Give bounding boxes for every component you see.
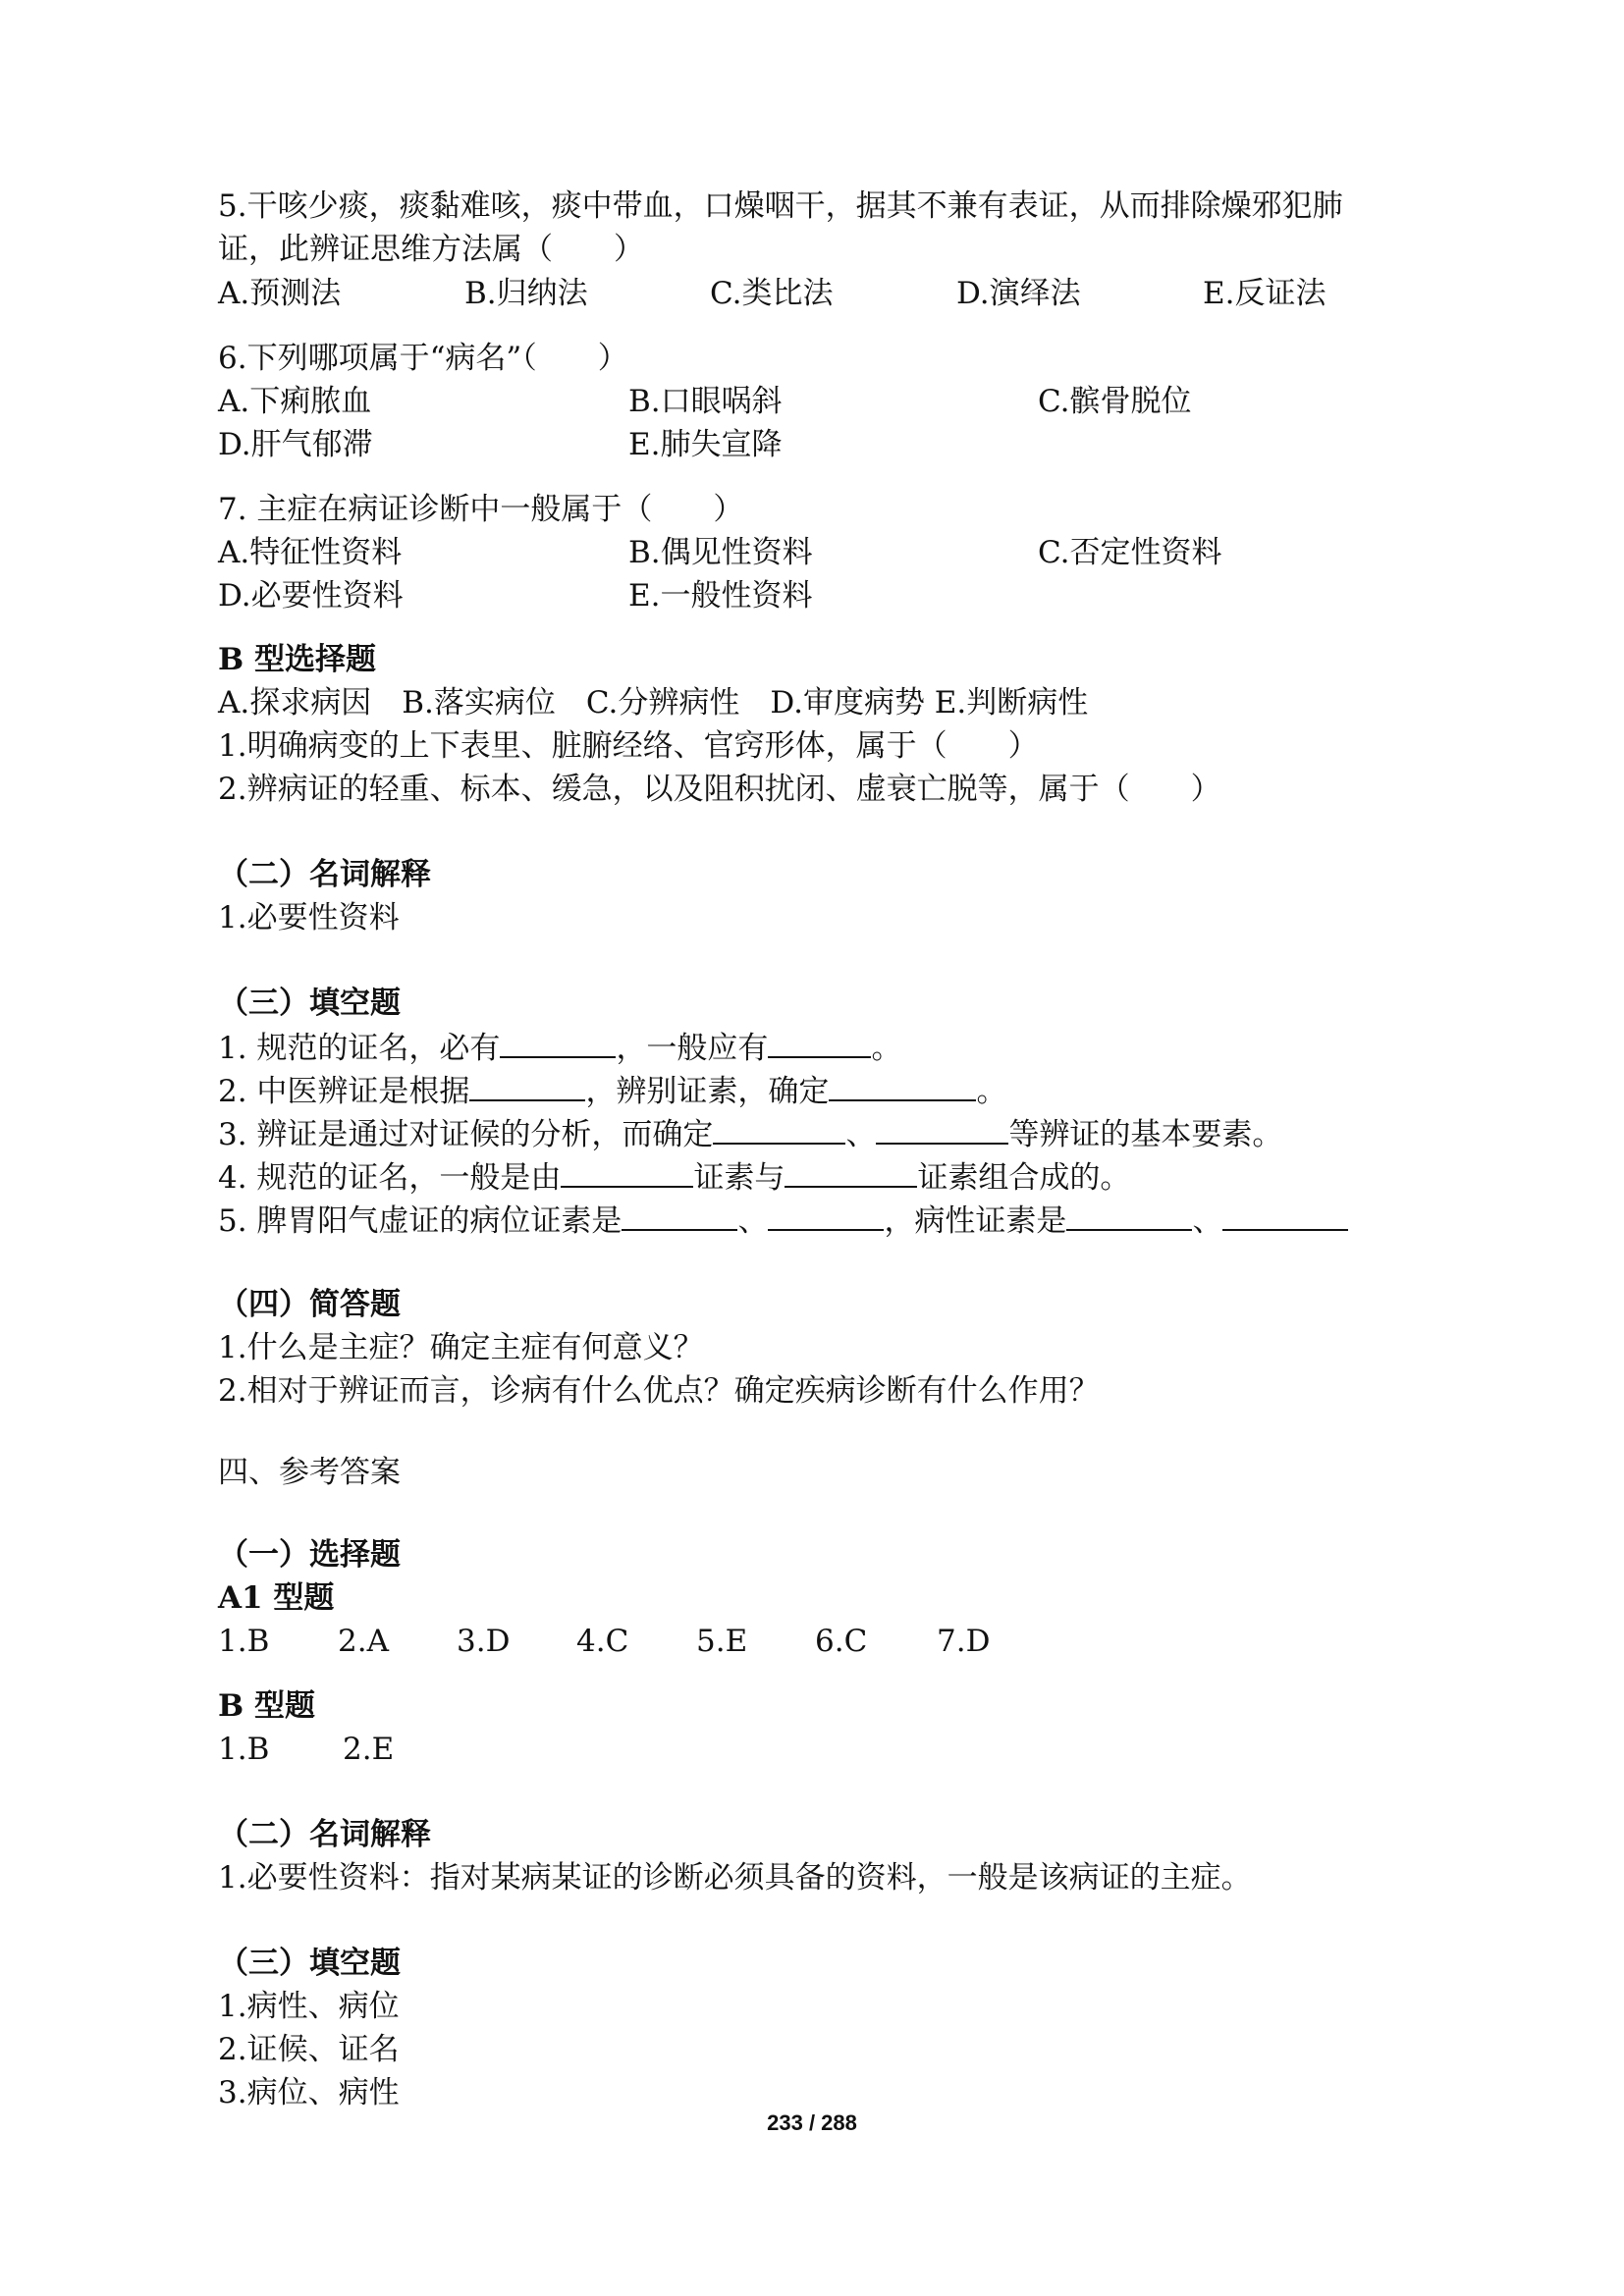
fill-blank <box>768 1027 871 1058</box>
fill-line-1 <box>218 1027 901 1068</box>
fill-blank <box>829 1070 976 1101</box>
fill-line-2-text-b: ，辨别证素，确定 <box>585 1074 830 1109</box>
q5-stem-line2: 证，此辨证思维方法属（ ） <box>218 232 644 267</box>
q7-option-c: C.否定性资料 <box>1038 535 1222 570</box>
fill-blank <box>713 1113 845 1145</box>
fill-blank <box>561 1156 693 1188</box>
q5-stem-line1: 5.干咳少痰，痰黏难咳，痰中带血，口燥咽干，据其不兼有表证，从而排除燥邪犯肺 <box>218 188 1343 224</box>
fill-line-2-text-c: 。 <box>976 1074 1007 1109</box>
fill-line-3 <box>218 1113 1282 1154</box>
fill-line-5-text-c: ，病性证素是 <box>884 1203 1067 1239</box>
q6-option-e: E.肺失宣降 <box>628 427 783 462</box>
fill-line-2 <box>218 1070 1006 1111</box>
answers-choice-heading: （一）选择题 <box>218 1537 401 1573</box>
fill-line-3-text-b: 、 <box>845 1117 877 1152</box>
fill-blank <box>785 1156 917 1188</box>
fill-blank <box>768 1200 884 1231</box>
answers-fill-heading: （三）填空题 <box>218 1946 401 1981</box>
q7-option-d: D.必要性资料 <box>218 578 404 614</box>
q5-option-c: C.类比法 <box>710 276 834 311</box>
fill-line-1-text-a: 1. 规范的证名，必有 <box>218 1031 501 1066</box>
q7-option-a: A.特征性资料 <box>218 535 403 570</box>
q6-option-b: B.口眼㖞斜 <box>628 384 783 419</box>
answer-b-item: 1.B <box>218 1732 270 1767</box>
answer-a1-item: 3.D <box>457 1624 511 1659</box>
q7-option-b: B.偶见性资料 <box>628 535 813 570</box>
answer-a1-item: 5.E <box>696 1624 748 1659</box>
answer-a1-item: 6.C <box>815 1624 868 1659</box>
answers-terms-item-1: 1.必要性资料：指对某病某证的诊断必须具备的资料，一般是该病证的主症。 <box>218 1860 1252 1896</box>
answer-a1-item: 1.B <box>218 1624 270 1659</box>
answers-title: 四、参考答案 <box>218 1455 401 1490</box>
fill-blank <box>622 1200 737 1231</box>
b-type-heading: B 型选择题 <box>218 642 376 677</box>
fill-blank <box>876 1113 1008 1145</box>
fill-blank <box>500 1027 616 1058</box>
fill-line-5-text-a: 5. 脾胃阳气虚证的病位证素是 <box>218 1203 623 1239</box>
b-type-options: A.探求病因 B.落实病位 C.分辨病性 D.审度病势 E.判断病性 <box>218 685 1089 721</box>
q5-option-e: E.反证法 <box>1203 276 1326 311</box>
b-type-question-1: 1.明确病变的上下表里、脏腑经络、官窍形体，属于（ ） <box>218 728 1039 764</box>
fill-heading: （三）填空题 <box>218 986 401 1021</box>
fill-line-5 <box>218 1200 1348 1241</box>
answers-fill-item: 2.证候、证名 <box>218 2032 400 2067</box>
q6-option-a: A.下痢脓血 <box>218 384 372 419</box>
q7-stem: 7. 主症在病证诊断中一般属于（ ） <box>218 492 744 527</box>
answer-a1-item: 4.C <box>576 1624 629 1659</box>
short-answer-heading: （四）简答题 <box>218 1287 401 1322</box>
fill-line-3-text-a: 3. 辨证是通过对证候的分析，而确定 <box>218 1117 714 1152</box>
fill-line-1-text-b: ，一般应有 <box>616 1031 769 1066</box>
answer-b-item: 2.E <box>343 1732 395 1767</box>
answers-fill-item: 1.病性、病位 <box>218 1989 400 2024</box>
fill-line-4-text-a: 4. 规范的证名，一般是由 <box>218 1160 562 1196</box>
fill-line-3-text-c: 等辨证的基本要素。 <box>1008 1117 1283 1152</box>
terms-question-1: 1.必要性资料 <box>218 900 400 935</box>
fill-line-4-text-b: 证素与 <box>693 1160 785 1196</box>
fill-line-4-text-c: 证素组合成的。 <box>917 1160 1131 1196</box>
q5-option-d: D.演绎法 <box>956 276 1081 311</box>
fill-blank <box>1222 1200 1348 1231</box>
fill-line-5-text-d: 、 <box>1192 1203 1223 1239</box>
answer-a1-item: 7.D <box>937 1624 991 1659</box>
q5-option-b: B.归纳法 <box>464 276 588 311</box>
fill-line-4 <box>218 1156 1130 1198</box>
short-answer-question-1: 1.什么是主症？确定主症有何意义？ <box>218 1330 704 1365</box>
page-number: 233 / 288 <box>767 2110 857 2135</box>
terms-heading: （二）名词解释 <box>218 857 431 892</box>
q7-option-e: E.一般性资料 <box>628 578 813 614</box>
q5-option-a: A.预测法 <box>218 276 342 311</box>
fill-line-5-text-b: 、 <box>737 1203 769 1239</box>
answers-fill-item: 3.病位、病性 <box>218 2075 400 2110</box>
short-answer-question-2: 2.相对于辨证而言，诊病有什么优点？确定疾病诊断有什么作用？ <box>218 1373 1100 1409</box>
fill-blank <box>1066 1200 1192 1231</box>
answers-b-heading: B 型题 <box>218 1688 315 1724</box>
answers-a1-heading: A1 型题 <box>218 1580 335 1616</box>
answers-terms-heading: （二）名词解释 <box>218 1817 431 1852</box>
fill-line-2-text-a: 2. 中医辨证是根据 <box>218 1074 470 1109</box>
q6-option-d: D.肝气郁滞 <box>218 427 373 462</box>
q6-stem: 6.下列哪项属于“病名”（ ） <box>218 341 628 376</box>
fill-blank <box>469 1070 585 1101</box>
fill-line-1-text-c: 。 <box>871 1031 902 1066</box>
answer-a1-item: 2.A <box>338 1624 389 1659</box>
q6-option-c: C.髌骨脱位 <box>1038 384 1192 419</box>
b-type-question-2: 2.辨病证的轻重、标本、缓急，以及阻积扰闭、虚衰亡脱等，属于（ ） <box>218 772 1221 807</box>
